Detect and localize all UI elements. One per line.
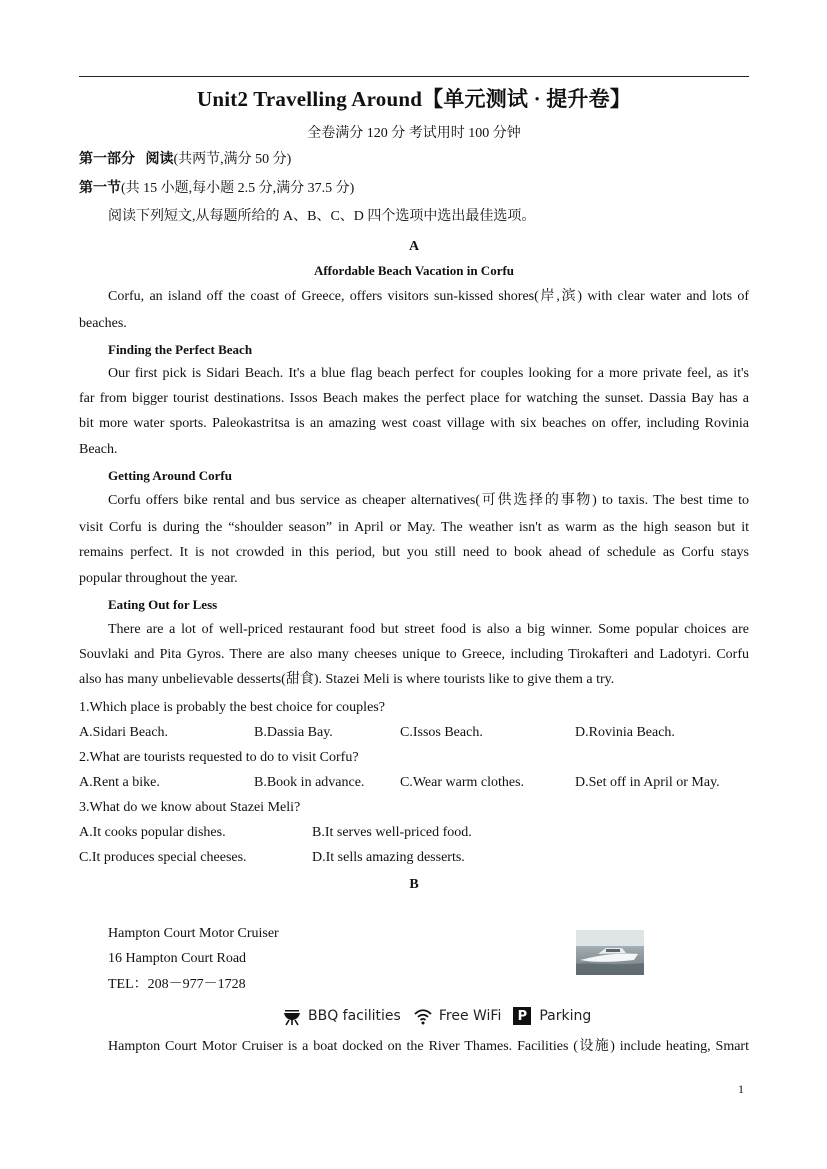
facilities-bar [282,1005,603,1027]
passage-line: far from bigger tourist destinations. Issos Beach makes the perfect place for watching the sunset. Dassia Bay has a [79,391,749,406]
passage-line: remains perfect. It is not crowded in this period, but you still need to book ahead of schedule as Corfu stays [79,545,749,560]
subheading: Getting Around Corfu [108,468,232,483]
exam-info: 全卷满分 120 分 考试用时 100 分钟 [307,126,521,141]
page-number: 1 [738,1082,744,1096]
passage-line: Corfu, an island off the coast of Greece, offers visitors sun-kissed shores(岸,滨) with clear water and lots of [108,289,749,304]
section-heading: 第一节(共 15 小题,每小题 2.5 分,满分 37.5 分) [79,181,355,196]
passage-line: Souvlaki and Pita Gyros. There are also many cheeses unique to Greece, including Tirokafteri and Ladotyri. Corfu [79,647,749,662]
facility-label: Parking [539,1008,592,1024]
facility-label: Free WiFi [438,1008,502,1024]
passage-line: Our first pick is Sidari Beach. It's a blue flag beach perfect for couples looking for a more private feel, as it's [108,366,749,381]
passage-line: There are a lot of well-priced restaurant food but street food is also a big winner. Some popular choices are [108,622,749,637]
answer-option: A.Sidari Beach. [79,725,169,740]
bbq-icon [282,1006,302,1026]
question-stem: 2.What are tourists requested to do to visit Corfu? [79,750,359,765]
wifi-icon [413,1006,433,1026]
passage-line: Beach. [79,442,118,457]
passage-line: also has many unbelievable desserts(甜食). Stazei Meli is where tourists like to give them a try. [79,672,615,687]
answer-option: D.Set off in April or May. [575,775,720,790]
passage-line: bit more water sports. Paleokastritsa is an amazing west coast village with six beaches on offer, including Rovinia [79,416,749,431]
answer-option: A.Rent a bike. [79,775,160,790]
header-rule [79,76,749,77]
boat-photo [576,930,644,975]
passage-letter-b: B [409,877,419,892]
answer-option: B.It serves well-priced food. [312,825,472,840]
facility-label: BBQ facilities [308,1008,401,1024]
passage-letter-a: A [408,239,420,254]
venue-name: Hampton Court Motor Cruiser [108,926,279,941]
answer-option: C.Wear warm clothes. [400,775,525,790]
passage-line: Corfu offers bike rental and bus service as cheaper alternatives(可供选择的事物) to taxis. The best time to [108,493,749,508]
passage-line: visit Corfu is during the “shoulder season” in April or May. The weather isn't as warm as the high season but it [79,520,749,535]
question-stem: 3.What do we know about Stazei Meli? [79,800,301,815]
passage-title: Affordable Beach Vacation in Corfu [313,263,515,278]
answer-option: A.It cooks popular dishes. [79,825,226,840]
instructions: 阅读下列短文,从每题所给的 A、B、C、D 四个选项中选出最佳选项。 [108,209,536,224]
passage-line: beaches. [79,316,127,331]
answer-option: B.Book in advance. [254,775,365,790]
answer-option: D.Rovinia Beach. [575,725,675,740]
answer-option: D.It sells amazing desserts. [312,850,465,865]
part-heading: 第一部分 阅读(共两节,满分 50 分) [79,152,292,167]
boat-image [576,930,644,975]
subheading: Eating Out for Less [108,597,218,612]
passage-line: Hampton Court Motor Cruiser is a boat docked on the River Thames. Facilities (设施) include heating, Smart [108,1039,749,1054]
question-stem: 1.Which place is probably the best choice for couples? [79,700,385,715]
parking-icon: P [513,1007,531,1025]
answer-option: C.Issos Beach. [400,725,483,740]
answer-option: C.It produces special cheeses. [79,850,247,865]
venue-address: 16 Hampton Court Road [108,951,247,966]
venue-phone: TEL：208－977－1728 [108,977,246,992]
page-title: Unit2 Travelling Around【单元测试 · 提升卷】 [196,87,632,111]
answer-option: B.Dassia Bay. [254,725,333,740]
subheading: Finding the Perfect Beach [108,342,253,357]
passage-line: popular throughout the year. [79,571,238,586]
